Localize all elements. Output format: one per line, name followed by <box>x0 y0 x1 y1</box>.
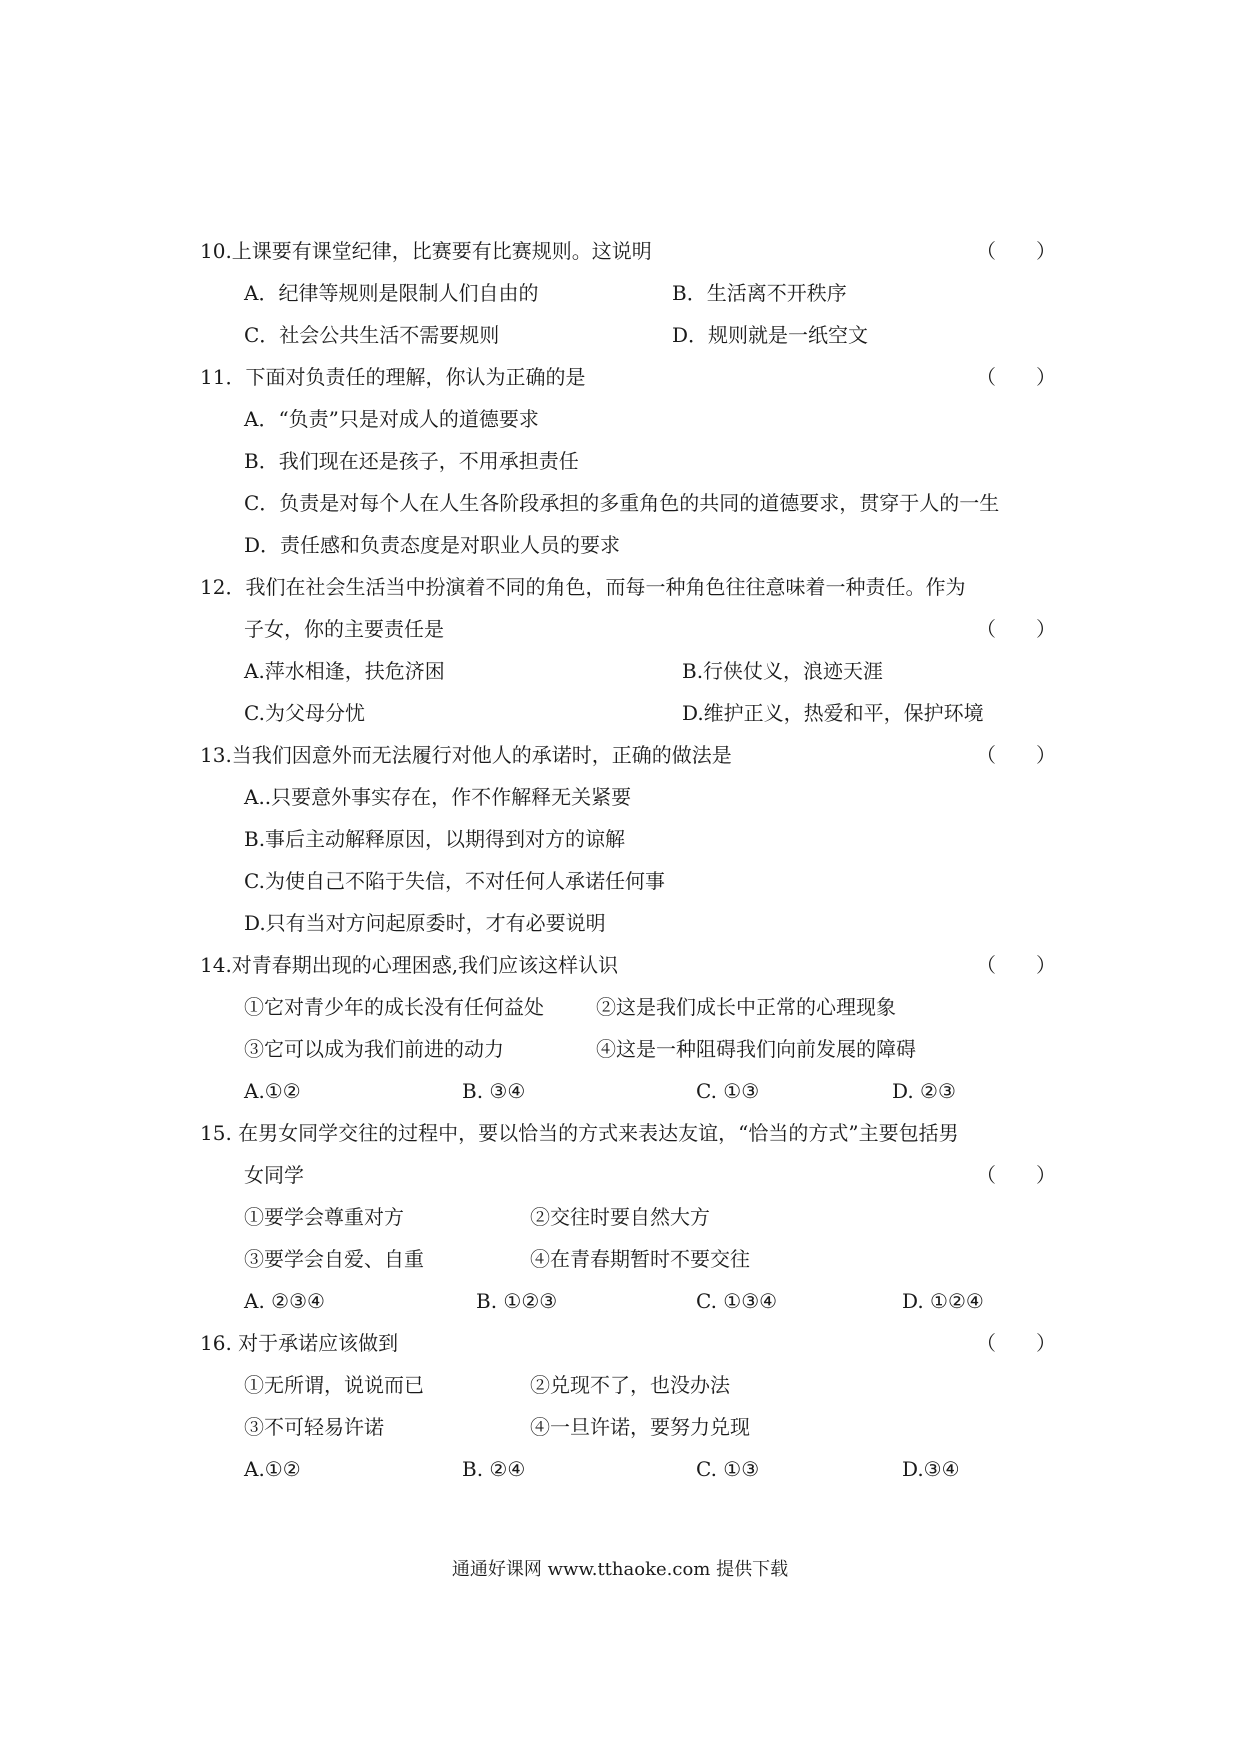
answer-blank-10: （ ） <box>976 239 1056 263</box>
q14-statement-3: ③它可以成为我们前进的动力 <box>244 1037 504 1061</box>
q13-option-d: D.只有当对方问起原委时，才有必要说明 <box>244 911 606 935</box>
q10-option-c: C．社会公共生活不需要规则 <box>244 323 500 347</box>
question-15-stem-line2: 女同学 <box>244 1163 304 1187</box>
q14-option-d: D. ②③ <box>892 1079 956 1103</box>
q10-option-a: A．纪律等规则是限制人们自由的 <box>244 281 539 305</box>
question-13-stem: 13.当我们因意外而无法履行对他人的承诺时，正确的做法是 <box>200 743 732 767</box>
q15-statement-3: ③要学会自爱、自重 <box>244 1247 424 1271</box>
page-footer: 通通好课网 www.tthaoke.com 提供下载 <box>451 1559 789 1580</box>
q15-statement-2: ②交往时要自然大方 <box>530 1205 710 1229</box>
q15-option-b: B. ①②③ <box>476 1289 558 1313</box>
answer-blank-15: （ ） <box>976 1163 1056 1187</box>
q13-option-b: B.事后主动解释原因，以期得到对方的谅解 <box>244 827 626 851</box>
answer-blank-11: （ ） <box>976 365 1056 389</box>
question-11-stem: 11．下面对负责任的理解，你认为正确的是 <box>200 365 586 389</box>
q15-option-a: A. ②③④ <box>244 1289 325 1313</box>
question-14-stem: 14.对青春期出现的心理困惑,我们应该这样认识 <box>200 953 619 977</box>
q12-option-d: D.维护正义，热爱和平，保护环境 <box>682 701 984 725</box>
answer-blank-16: （ ） <box>976 1331 1056 1355</box>
q14-statement-4: ④这是一种阻碍我们向前发展的障碍 <box>596 1037 916 1061</box>
q14-option-c: C. ①③ <box>696 1079 760 1103</box>
q10-option-d: D．规则就是一纸空文 <box>672 323 869 347</box>
q12-option-a: A.萍水相逢，扶危济困 <box>244 659 445 683</box>
q16-option-a: A.①② <box>244 1457 301 1481</box>
question-10-stem: 10.上课要有课堂纪律，比赛要有比赛规则。这说明 <box>200 239 652 263</box>
q16-option-d: D.③④ <box>902 1457 960 1481</box>
q14-statement-2: ②这是我们成长中正常的心理现象 <box>596 995 896 1019</box>
q12-option-c: C.为父母分忧 <box>244 701 365 725</box>
q11-option-c: C．负责是对每个人在人生各阶段承担的多重角色的共同的道德要求，贯穿于人的一生 <box>244 491 1000 515</box>
answer-blank-14: （ ） <box>976 953 1056 977</box>
q13-option-c: C.为使自己不陷于失信，不对任何人承诺任何事 <box>244 869 665 893</box>
q10-option-b: B．生活离不开秩序 <box>672 281 847 305</box>
question-12-stem-line1: 12．我们在社会生活当中扮演着不同的角色，而每一种角色往往意味着一种责任。作为 <box>200 575 966 599</box>
q13-option-a: A..只要意外事实存在，作不作解释无关紧要 <box>244 785 632 809</box>
q15-statement-1: ①要学会尊重对方 <box>244 1205 404 1229</box>
question-12-stem-line2: 子女，你的主要责任是 <box>244 617 444 641</box>
q16-option-b: B. ②④ <box>462 1457 526 1481</box>
q12-option-b: B.行侠仗义，浪迹天涯 <box>682 659 884 683</box>
q14-statement-1: ①它对青少年的成长没有任何益处 <box>244 995 544 1019</box>
q11-option-d: D．责任感和负责态度是对职业人员的要求 <box>244 533 621 557</box>
q11-option-b: B．我们现在还是孩子，不用承担责任 <box>244 449 579 473</box>
q15-option-c: C. ①③④ <box>696 1289 778 1313</box>
q16-statement-2: ②兑现不了，也没办法 <box>530 1373 730 1397</box>
q16-statement-1: ①无所谓，说说而已 <box>244 1373 424 1397</box>
q11-option-a: A．“负责”只是对成人的道德要求 <box>244 407 539 431</box>
q15-statement-4: ④在青春期暂时不要交往 <box>530 1247 750 1271</box>
q16-statement-4: ④一旦许诺，要努力兑现 <box>530 1415 750 1439</box>
q15-option-d: D. ①②④ <box>902 1289 984 1313</box>
answer-blank-12: （ ） <box>976 617 1056 641</box>
answer-blank-13: （ ） <box>976 743 1056 767</box>
q14-option-b: B. ③④ <box>462 1079 526 1103</box>
question-16-stem: 16. 对于承诺应该做到 <box>200 1331 399 1355</box>
question-15-stem-line1: 15. 在男女同学交往的过程中，要以恰当的方式来表达友谊，“恰当的方式”主要包括男 <box>200 1121 959 1145</box>
q16-option-c: C. ①③ <box>696 1457 760 1481</box>
q16-statement-3: ③不可轻易许诺 <box>244 1415 384 1439</box>
q14-option-a: A.①② <box>244 1079 301 1103</box>
